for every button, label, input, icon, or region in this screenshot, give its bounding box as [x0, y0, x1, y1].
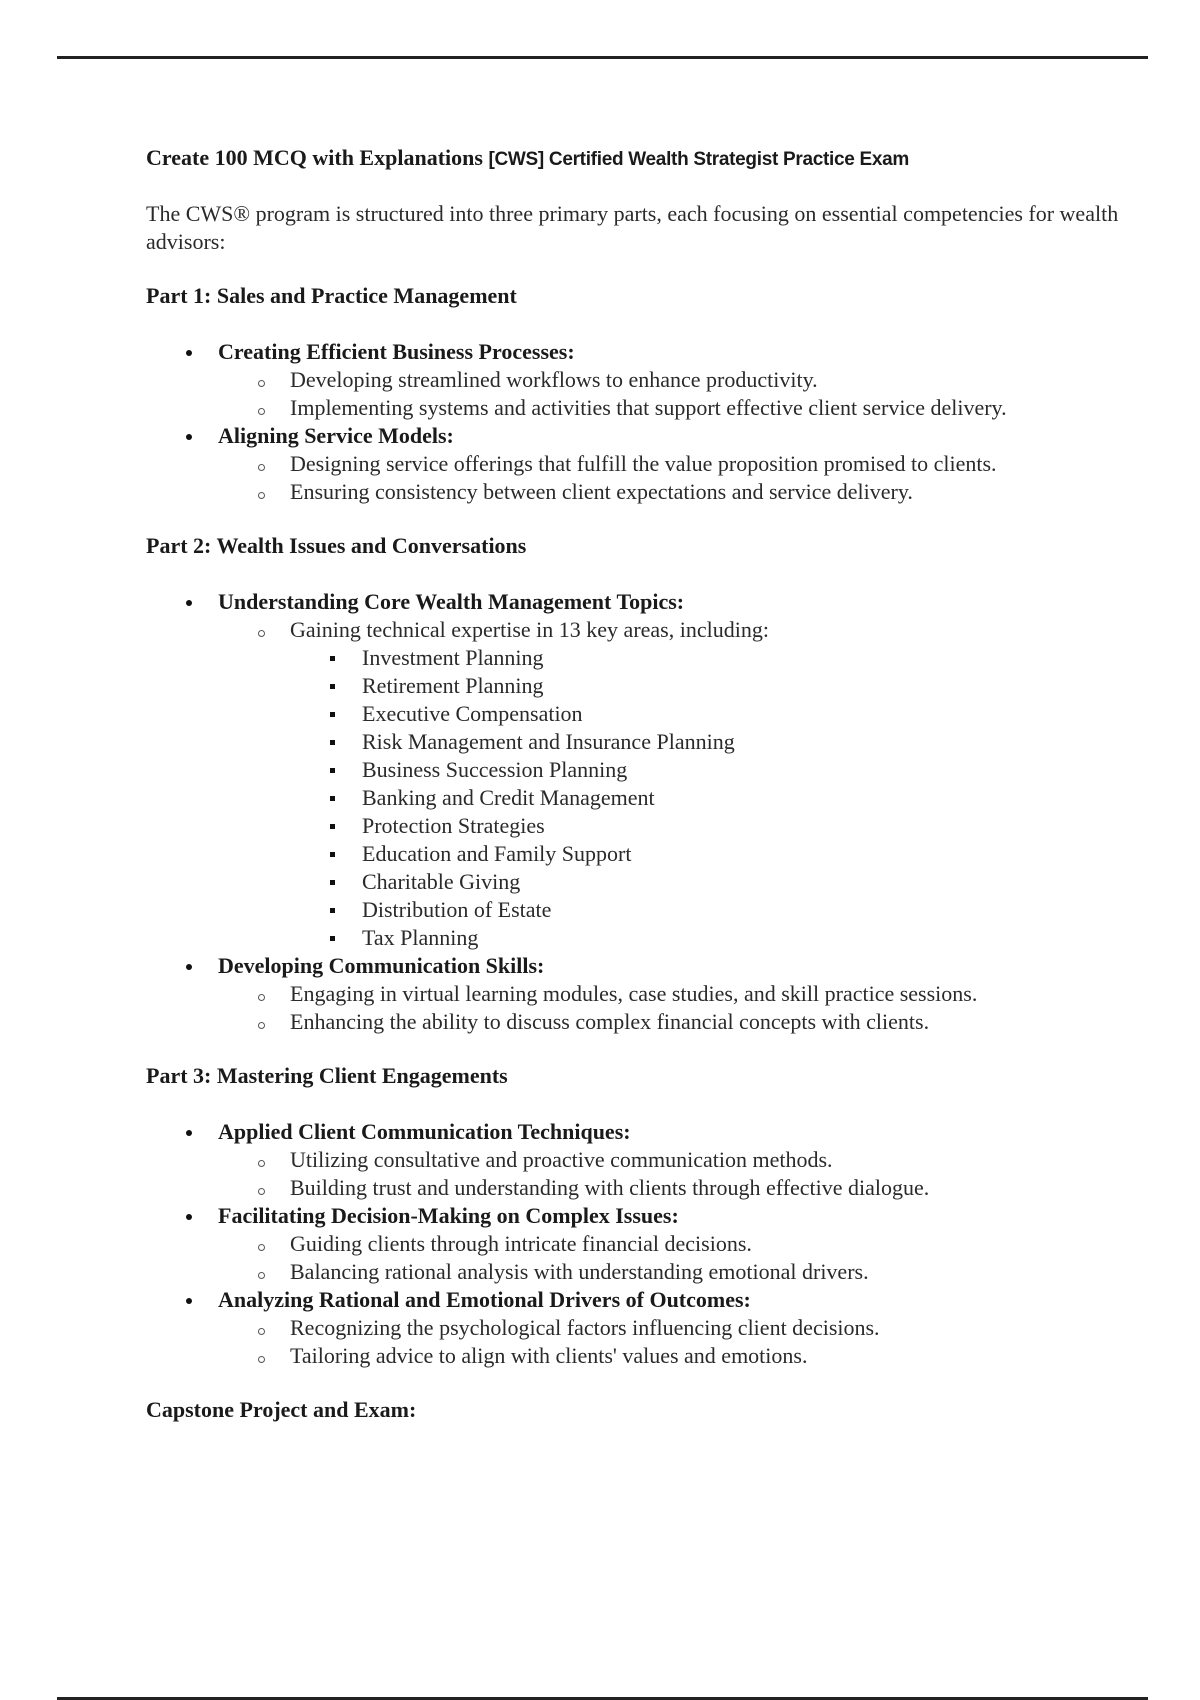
list-item — [146, 952, 1146, 1036]
sub-list-item — [218, 616, 1146, 952]
key-area-item: Executive Compensation — [290, 700, 1146, 728]
part-1-list — [146, 338, 1146, 506]
topic-label: Analyzing Rational and Emotional Drivers of Outcomes: — [218, 1287, 751, 1312]
part-2-heading: Part 2: Wealth Issues and Conversations — [146, 533, 527, 558]
list-item — [146, 1202, 1146, 1286]
key-area-item: Retirement Planning — [290, 672, 1146, 700]
sub-list — [218, 980, 1146, 1036]
list-item — [146, 588, 1146, 952]
capstone-heading: Capstone Project and Exam: — [146, 1397, 417, 1422]
topic-label: Applied Client Communication Techniques: — [218, 1119, 631, 1144]
topic-label: Understanding Core Wealth Management Topics: — [218, 589, 685, 614]
topic-label: Aligning Service Models: — [218, 423, 454, 448]
document-body — [146, 144, 1146, 1424]
key-area-item: Education and Family Support — [290, 840, 1146, 868]
part-1-heading: Part 1: Sales and Practice Management — [146, 283, 517, 308]
topic-label: Facilitating Decision-Making on Complex Issues: — [218, 1203, 679, 1228]
sub-list-item: Enhancing the ability to discuss complex financial concepts with clients. — [218, 1008, 1146, 1036]
key-area-item: Banking and Credit Management — [290, 784, 1146, 812]
title-sans-part: [CWS] Certified Wealth Strategist Practice Exam — [488, 149, 909, 170]
sub-list — [218, 616, 1146, 952]
key-area-item: Investment Planning — [290, 644, 1146, 672]
sub-list-item: Designing service offerings that fulfill the value proposition promised to clients. — [218, 450, 1146, 478]
key-area-item: Business Succession Planning — [290, 756, 1146, 784]
sub-list-item: Building trust and understanding with clients through effective dialogue. — [218, 1174, 1146, 1202]
part-3-list — [146, 1118, 1146, 1370]
sub-list — [218, 366, 1146, 422]
sub-list-item: Developing streamlined workflows to enhance productivity. — [218, 366, 1146, 394]
title-serif-part: Create 100 MCQ with Explanations — [146, 145, 489, 170]
sub-list-item-text: Gaining technical expertise in 13 key areas, including: — [290, 617, 769, 642]
part-2-list — [146, 588, 1146, 1036]
sub-list-item: Utilizing consultative and proactive communication methods. — [218, 1146, 1146, 1174]
key-area-item: Risk Management and Insurance Planning — [290, 728, 1146, 756]
list-item — [146, 338, 1146, 422]
sub-list-item: Engaging in virtual learning modules, case studies, and skill practice sessions. — [218, 980, 1146, 1008]
key-area-item: Distribution of Estate — [290, 896, 1146, 924]
key-areas-list — [290, 644, 1146, 952]
sub-list — [218, 1230, 1146, 1286]
key-area-item: Protection Strategies — [290, 812, 1146, 840]
sub-list-item: Tailoring advice to align with clients' values and emotions. — [218, 1342, 1146, 1370]
topic-label: Developing Communication Skills: — [218, 953, 545, 978]
list-item — [146, 422, 1146, 506]
intro-paragraph: The CWS® program is structured into three primary parts, each focusing on essential competencies for wealth advisors: — [146, 201, 1119, 254]
header-rule — [57, 56, 1148, 59]
sub-list — [218, 1314, 1146, 1370]
part-3-heading: Part 3: Mastering Client Engagements — [146, 1063, 508, 1088]
key-area-item: Tax Planning — [290, 924, 1146, 952]
key-area-item: Charitable Giving — [290, 868, 1146, 896]
sub-list-item: Guiding clients through intricate financial decisions. — [218, 1230, 1146, 1258]
topic-label: Creating Efficient Business Processes: — [218, 339, 575, 364]
list-item — [146, 1118, 1146, 1202]
document-title — [146, 144, 1146, 174]
sub-list — [218, 450, 1146, 506]
sub-list — [218, 1146, 1146, 1202]
list-item — [146, 1286, 1146, 1370]
sub-list-item: Recognizing the psychological factors influencing client decisions. — [218, 1314, 1146, 1342]
sub-list-item: Ensuring consistency between client expectations and service delivery. — [218, 478, 1146, 506]
sub-list-item: Balancing rational analysis with understanding emotional drivers. — [218, 1258, 1146, 1286]
sub-list-item: Implementing systems and activities that support effective client service delivery. — [218, 394, 1146, 422]
